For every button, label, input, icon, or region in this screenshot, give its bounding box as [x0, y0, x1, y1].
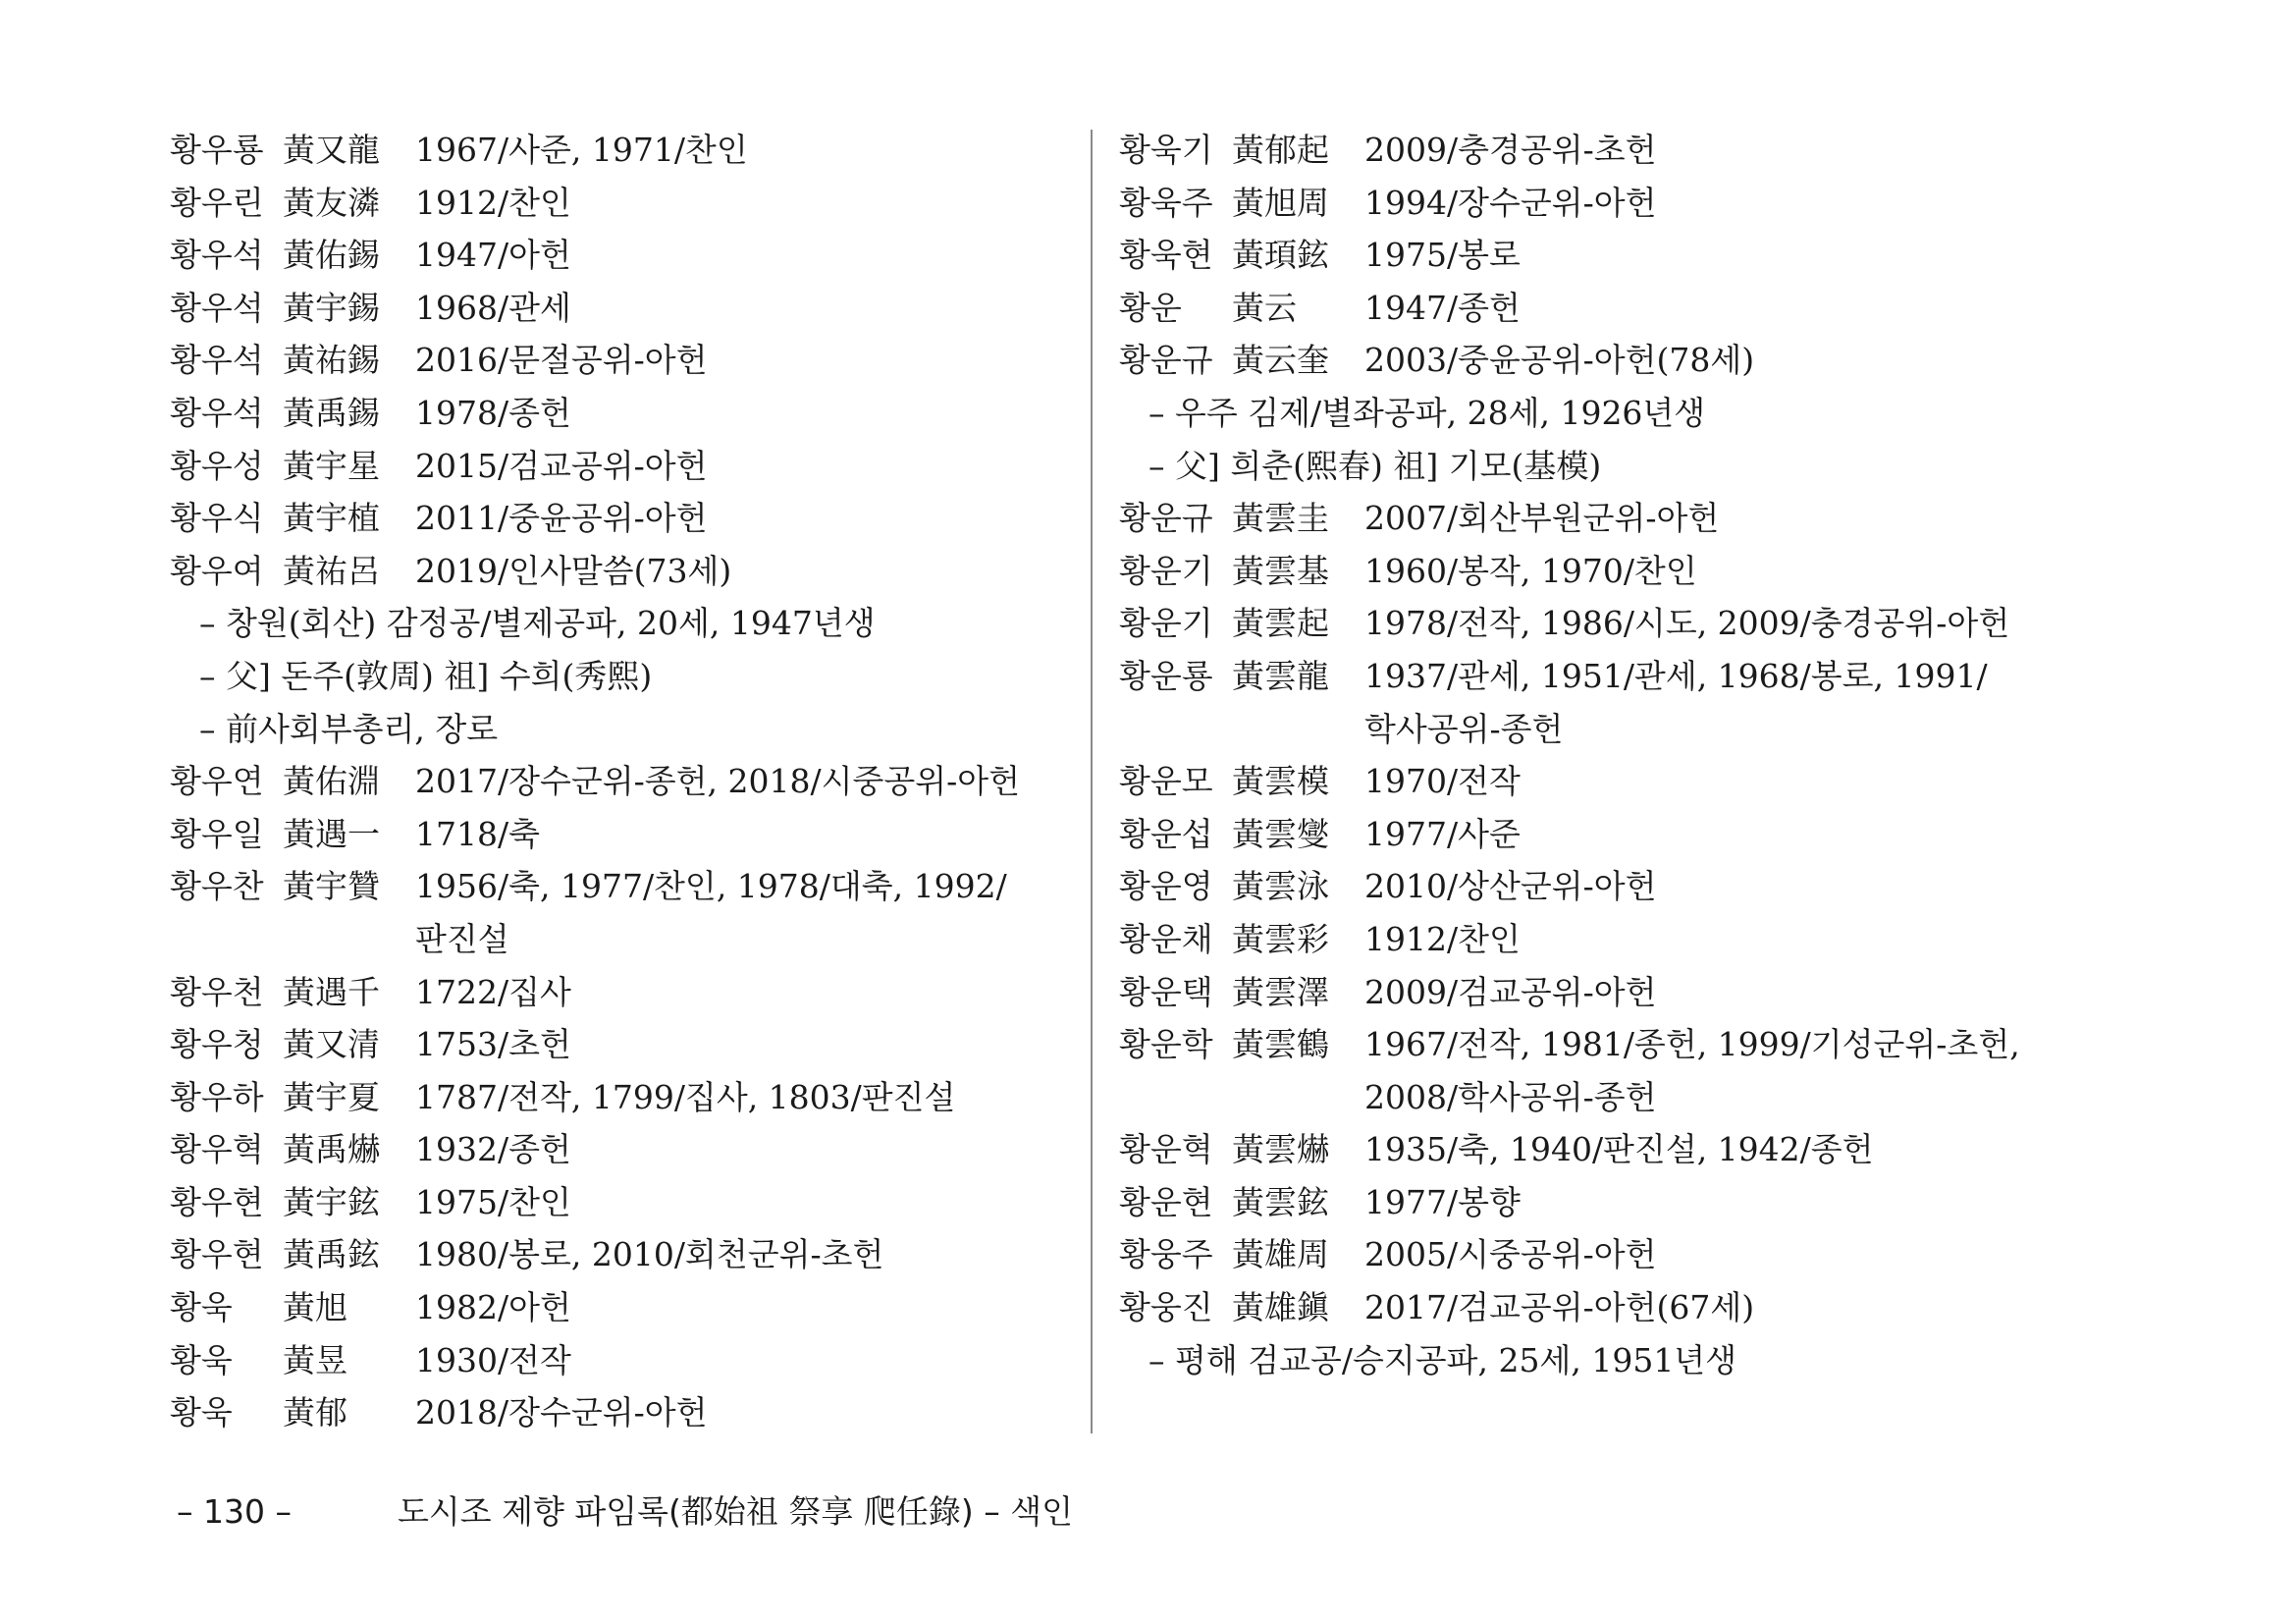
entry-records: 1980/봉로, 2010/회천군위-초헌	[415, 1235, 884, 1274]
entry-hanja: 黃雄鎭	[1232, 1288, 1329, 1327]
entry-name: 황운혁	[1119, 1130, 1213, 1169]
entry-name: 황우룡	[170, 131, 264, 169]
entry-hanja: 黃郁	[283, 1393, 347, 1432]
entry-records: 2018/장수군위-아헌	[415, 1393, 708, 1432]
entry-records: 1970/전작	[1364, 762, 1521, 801]
entry-name: 황우연	[170, 762, 264, 801]
entry-records: 1975/봉로	[1364, 236, 1521, 275]
entry-records: 2009/검교공위-아헌	[1364, 972, 1657, 1011]
entry-records: 2015/검교공위-아헌	[415, 446, 708, 485]
index-entry	[1119, 124, 2071, 177]
index-entry	[1119, 755, 2071, 808]
index-entry	[1119, 229, 2071, 282]
entry-name: 황우천	[170, 972, 264, 1011]
entry-hanja: 黃宇星	[283, 446, 380, 485]
entry-hanja: 黃雲彩	[1232, 919, 1329, 958]
entry-name: 황운규	[1119, 341, 1213, 380]
book-title: 도시조 제향 파임록(都始祖 祭享 爬任錄) – 색인	[398, 1492, 1073, 1531]
index-entry	[170, 545, 1073, 598]
entry-name: 황우석	[170, 288, 264, 327]
index-entry	[170, 966, 1073, 1019]
entry-hanja: 黃宇贊	[283, 867, 380, 906]
entry-hanja: 黃祐錫	[283, 341, 380, 380]
index-entry	[170, 1123, 1073, 1176]
entry-name: 황우여	[170, 551, 264, 590]
entry-name: 황운학	[1119, 1025, 1213, 1064]
column-divider	[1091, 130, 1093, 1433]
entry-name: 황운	[1119, 288, 1182, 327]
index-entry	[1119, 282, 2071, 335]
index-entry	[170, 860, 1073, 965]
entry-hanja: 黃雲模	[1232, 762, 1329, 801]
index-entry	[1119, 650, 2071, 755]
index-entry	[1119, 913, 2071, 966]
entry-records: 1947/아헌	[415, 236, 571, 275]
index-entry	[170, 492, 1073, 545]
entry-name: 황운현	[1119, 1182, 1213, 1221]
entry-name: 황우식	[170, 499, 264, 538]
entry-records: 2011/중윤공위-아헌	[415, 499, 708, 538]
entry-records: 1978/종헌	[415, 393, 571, 432]
entry-hanja: 黃頊鉉	[1232, 236, 1329, 275]
entry-records: 1753/초헌	[415, 1025, 571, 1064]
entry-hanja: 黃遇一	[283, 814, 380, 853]
entry-name: 황우혁	[170, 1130, 264, 1169]
entry-records: 1722/집사	[415, 972, 571, 1011]
entry-name: 황우청	[170, 1025, 264, 1064]
entry-name: 황웅주	[1119, 1235, 1213, 1274]
entry-hanja: 黃旭周	[1232, 183, 1329, 222]
entry-records: 2017/장수군위-종헌, 2018/시중공위-아헌	[415, 762, 1021, 801]
entry-name: 황우현	[170, 1182, 264, 1221]
entry-name: 황운섭	[1119, 814, 1213, 853]
index-entry	[170, 1071, 1073, 1124]
left-column	[170, 124, 1073, 1439]
index-entry	[1119, 1176, 2071, 1229]
entry-name: 황우린	[170, 183, 264, 222]
entry-hanja: 黃佑淵	[283, 762, 380, 801]
entry-hanja: 黃雲鶴	[1232, 1025, 1329, 1064]
index-entry	[170, 229, 1073, 282]
entry-note: – 평해 검교공/승지공파, 25세, 1951년생	[1148, 1340, 1737, 1379]
entry-records: 1977/봉향	[1364, 1182, 1521, 1221]
index-entry	[170, 387, 1073, 440]
entry-hanja: 黃祐呂	[283, 551, 380, 590]
index-entry	[1119, 545, 2071, 598]
entry-hanja: 黃宇植	[283, 499, 380, 538]
entry-hanja: 黃雲起	[1232, 604, 1329, 643]
index-entry	[1119, 597, 2071, 650]
entry-name: 황우성	[170, 446, 264, 485]
entry-hanja: 黃云奎	[1232, 341, 1329, 380]
entry-records: 1978/전작, 1986/시도, 2009/충경공위-아헌	[1364, 604, 2010, 643]
entry-hanja: 黃宇夏	[283, 1077, 380, 1116]
index-entry	[170, 1176, 1073, 1229]
entry-hanja: 黃雲圭	[1232, 499, 1329, 538]
entry-name: 황욱	[170, 1288, 233, 1327]
page-footer	[177, 1490, 1073, 1534]
entry-records: 1968/관세	[415, 288, 571, 327]
entry-hanja: 黃昱	[283, 1340, 347, 1379]
entry-hanja: 黃雲龍	[1232, 656, 1329, 695]
entry-name: 황우석	[170, 393, 264, 432]
index-entry	[170, 808, 1073, 861]
entry-records: 1982/아헌	[415, 1288, 571, 1327]
entry-records: 2003/중윤공위-아헌(78세)	[1364, 341, 1755, 380]
right-column	[1119, 124, 2071, 1386]
entry-records: 1935/축, 1940/판진설, 1942/종헌	[1364, 1130, 1874, 1169]
entry-hanja: 黃雲爀	[1232, 1130, 1329, 1169]
index-entry	[1119, 334, 2071, 387]
index-entry	[1119, 1123, 2071, 1176]
entry-records: 1977/사준	[1364, 814, 1521, 853]
index-entry	[170, 177, 1073, 230]
entry-name: 황욱주	[1119, 183, 1213, 222]
index-entry	[170, 755, 1073, 808]
index-entry	[170, 334, 1073, 387]
entry-name: 황욱현	[1119, 236, 1213, 275]
entry-note: – 父] 희춘(熙春) 祖] 기모(基模)	[1148, 446, 1602, 485]
entry-records: 2005/시중공위-아헌	[1364, 1235, 1657, 1274]
entry-hanja: 黃佑錫	[283, 236, 380, 275]
entry-hanja: 黃禹爀	[283, 1130, 380, 1169]
index-entry	[170, 124, 1073, 177]
entry-hanja: 黃雲基	[1232, 551, 1329, 590]
entry-records: 1932/종헌	[415, 1130, 571, 1169]
entry-name: 황우석	[170, 341, 264, 380]
entry-records: 2017/검교공위-아헌(67세)	[1364, 1288, 1755, 1327]
entry-name: 황운택	[1119, 972, 1213, 1011]
index-entry	[170, 282, 1073, 335]
entry-records: 1960/봉작, 1970/찬인	[1364, 551, 1697, 590]
index-entry	[170, 1334, 1073, 1387]
entry-note: – 父] 돈주(敦周) 祖] 수희(秀熙)	[199, 656, 653, 695]
entry-records: 1956/축, 1977/찬인, 1978/대축, 1992/판진설	[415, 867, 1007, 958]
entry-hanja: 黃遇千	[283, 972, 380, 1011]
entry-hanja: 黃雄周	[1232, 1235, 1329, 1274]
entry-hanja: 黃雲鉉	[1232, 1182, 1329, 1221]
entry-records: 1967/전작, 1981/종헌, 1999/기성군위-초헌, 2008/학사공위-종헌	[1364, 1025, 2020, 1116]
entry-hanja: 黃友潾	[283, 183, 380, 222]
entry-records: 1787/전작, 1799/집사, 1803/판진설	[415, 1077, 956, 1116]
index-entry	[1119, 1281, 2071, 1334]
entry-hanja: 黃又清	[283, 1025, 380, 1064]
entry-name: 황운기	[1119, 551, 1213, 590]
entry-records: 1994/장수군위-아헌	[1364, 183, 1657, 222]
entry-records: 1937/관세, 1951/관세, 1968/봉로, 1991/학사공위-종헌	[1364, 656, 1988, 748]
index-entry	[1119, 1228, 2071, 1281]
index-entry	[170, 1228, 1073, 1281]
entry-records: 2019/인사말씀(73세)	[415, 551, 732, 590]
entry-hanja: 黃旭	[283, 1288, 347, 1327]
entry-note: – 前사회부총리, 장로	[199, 709, 499, 748]
entry-records: 1912/찬인	[1364, 919, 1521, 958]
entry-note: – 우주 김제/별좌공파, 28세, 1926년생	[1148, 393, 1706, 432]
entry-name: 황운모	[1119, 762, 1213, 801]
entry-hanja: 黃云	[1232, 288, 1297, 327]
entry-records: 1718/축	[415, 814, 540, 853]
entry-records: 1930/전작	[415, 1340, 571, 1379]
entry-name: 황우일	[170, 814, 264, 853]
index-entry	[1119, 966, 2071, 1019]
index-entry	[170, 1281, 1073, 1334]
entry-records: 1975/찬인	[415, 1182, 571, 1221]
entry-records: 2007/회산부원군위-아헌	[1364, 499, 1720, 538]
index-entry	[170, 1018, 1073, 1071]
entry-records: 1912/찬인	[415, 183, 571, 222]
entry-name: 황우석	[170, 236, 264, 275]
entry-name: 황욱	[170, 1393, 233, 1432]
entry-records: 2016/문절공위-아헌	[415, 341, 708, 380]
index-entry	[1119, 177, 2071, 230]
index-entry	[1119, 808, 2071, 861]
entry-name: 황운규	[1119, 499, 1213, 538]
entry-records: 2010/상산군위-아헌	[1364, 867, 1657, 906]
index-entry	[1119, 860, 2071, 913]
entry-hanja: 黃宇錫	[283, 288, 380, 327]
entry-hanja: 黃雲澤	[1232, 972, 1329, 1011]
entry-hanja: 黃雲泳	[1232, 867, 1329, 906]
entry-hanja: 黃又龍	[283, 131, 380, 169]
entry-name: 황우현	[170, 1235, 264, 1274]
entry-hanja: 黃禹錫	[283, 393, 380, 432]
entry-name: 황운기	[1119, 604, 1213, 643]
entry-records: 1947/종헌	[1364, 288, 1521, 327]
index-entry	[170, 440, 1073, 493]
entry-hanja: 黃郁起	[1232, 131, 1329, 169]
entry-name: 황우찬	[170, 867, 264, 906]
entry-records: 2009/충경공위-초헌	[1364, 131, 1657, 169]
index-entry	[1119, 1018, 2071, 1123]
entry-name: 황욱기	[1119, 131, 1213, 169]
entry-name: 황욱	[170, 1340, 233, 1379]
entry-name: 황운룡	[1119, 656, 1213, 695]
entry-name: 황운영	[1119, 867, 1213, 906]
entry-records: 1967/사준, 1971/찬인	[415, 131, 748, 169]
page-number: – 130 –	[177, 1492, 292, 1531]
index-entry	[170, 1386, 1073, 1439]
entry-name: 황우하	[170, 1077, 264, 1116]
entry-hanja: 黃雲燮	[1232, 814, 1329, 853]
entry-name: 황웅진	[1119, 1288, 1213, 1327]
entry-hanja: 黃禹鉉	[283, 1235, 380, 1274]
entry-note: – 창원(회산) 감정공/별제공파, 20세, 1947년생	[199, 604, 876, 643]
entry-name: 황운채	[1119, 919, 1213, 958]
entry-hanja: 黃宇鉉	[283, 1182, 380, 1221]
index-entry	[1119, 492, 2071, 545]
